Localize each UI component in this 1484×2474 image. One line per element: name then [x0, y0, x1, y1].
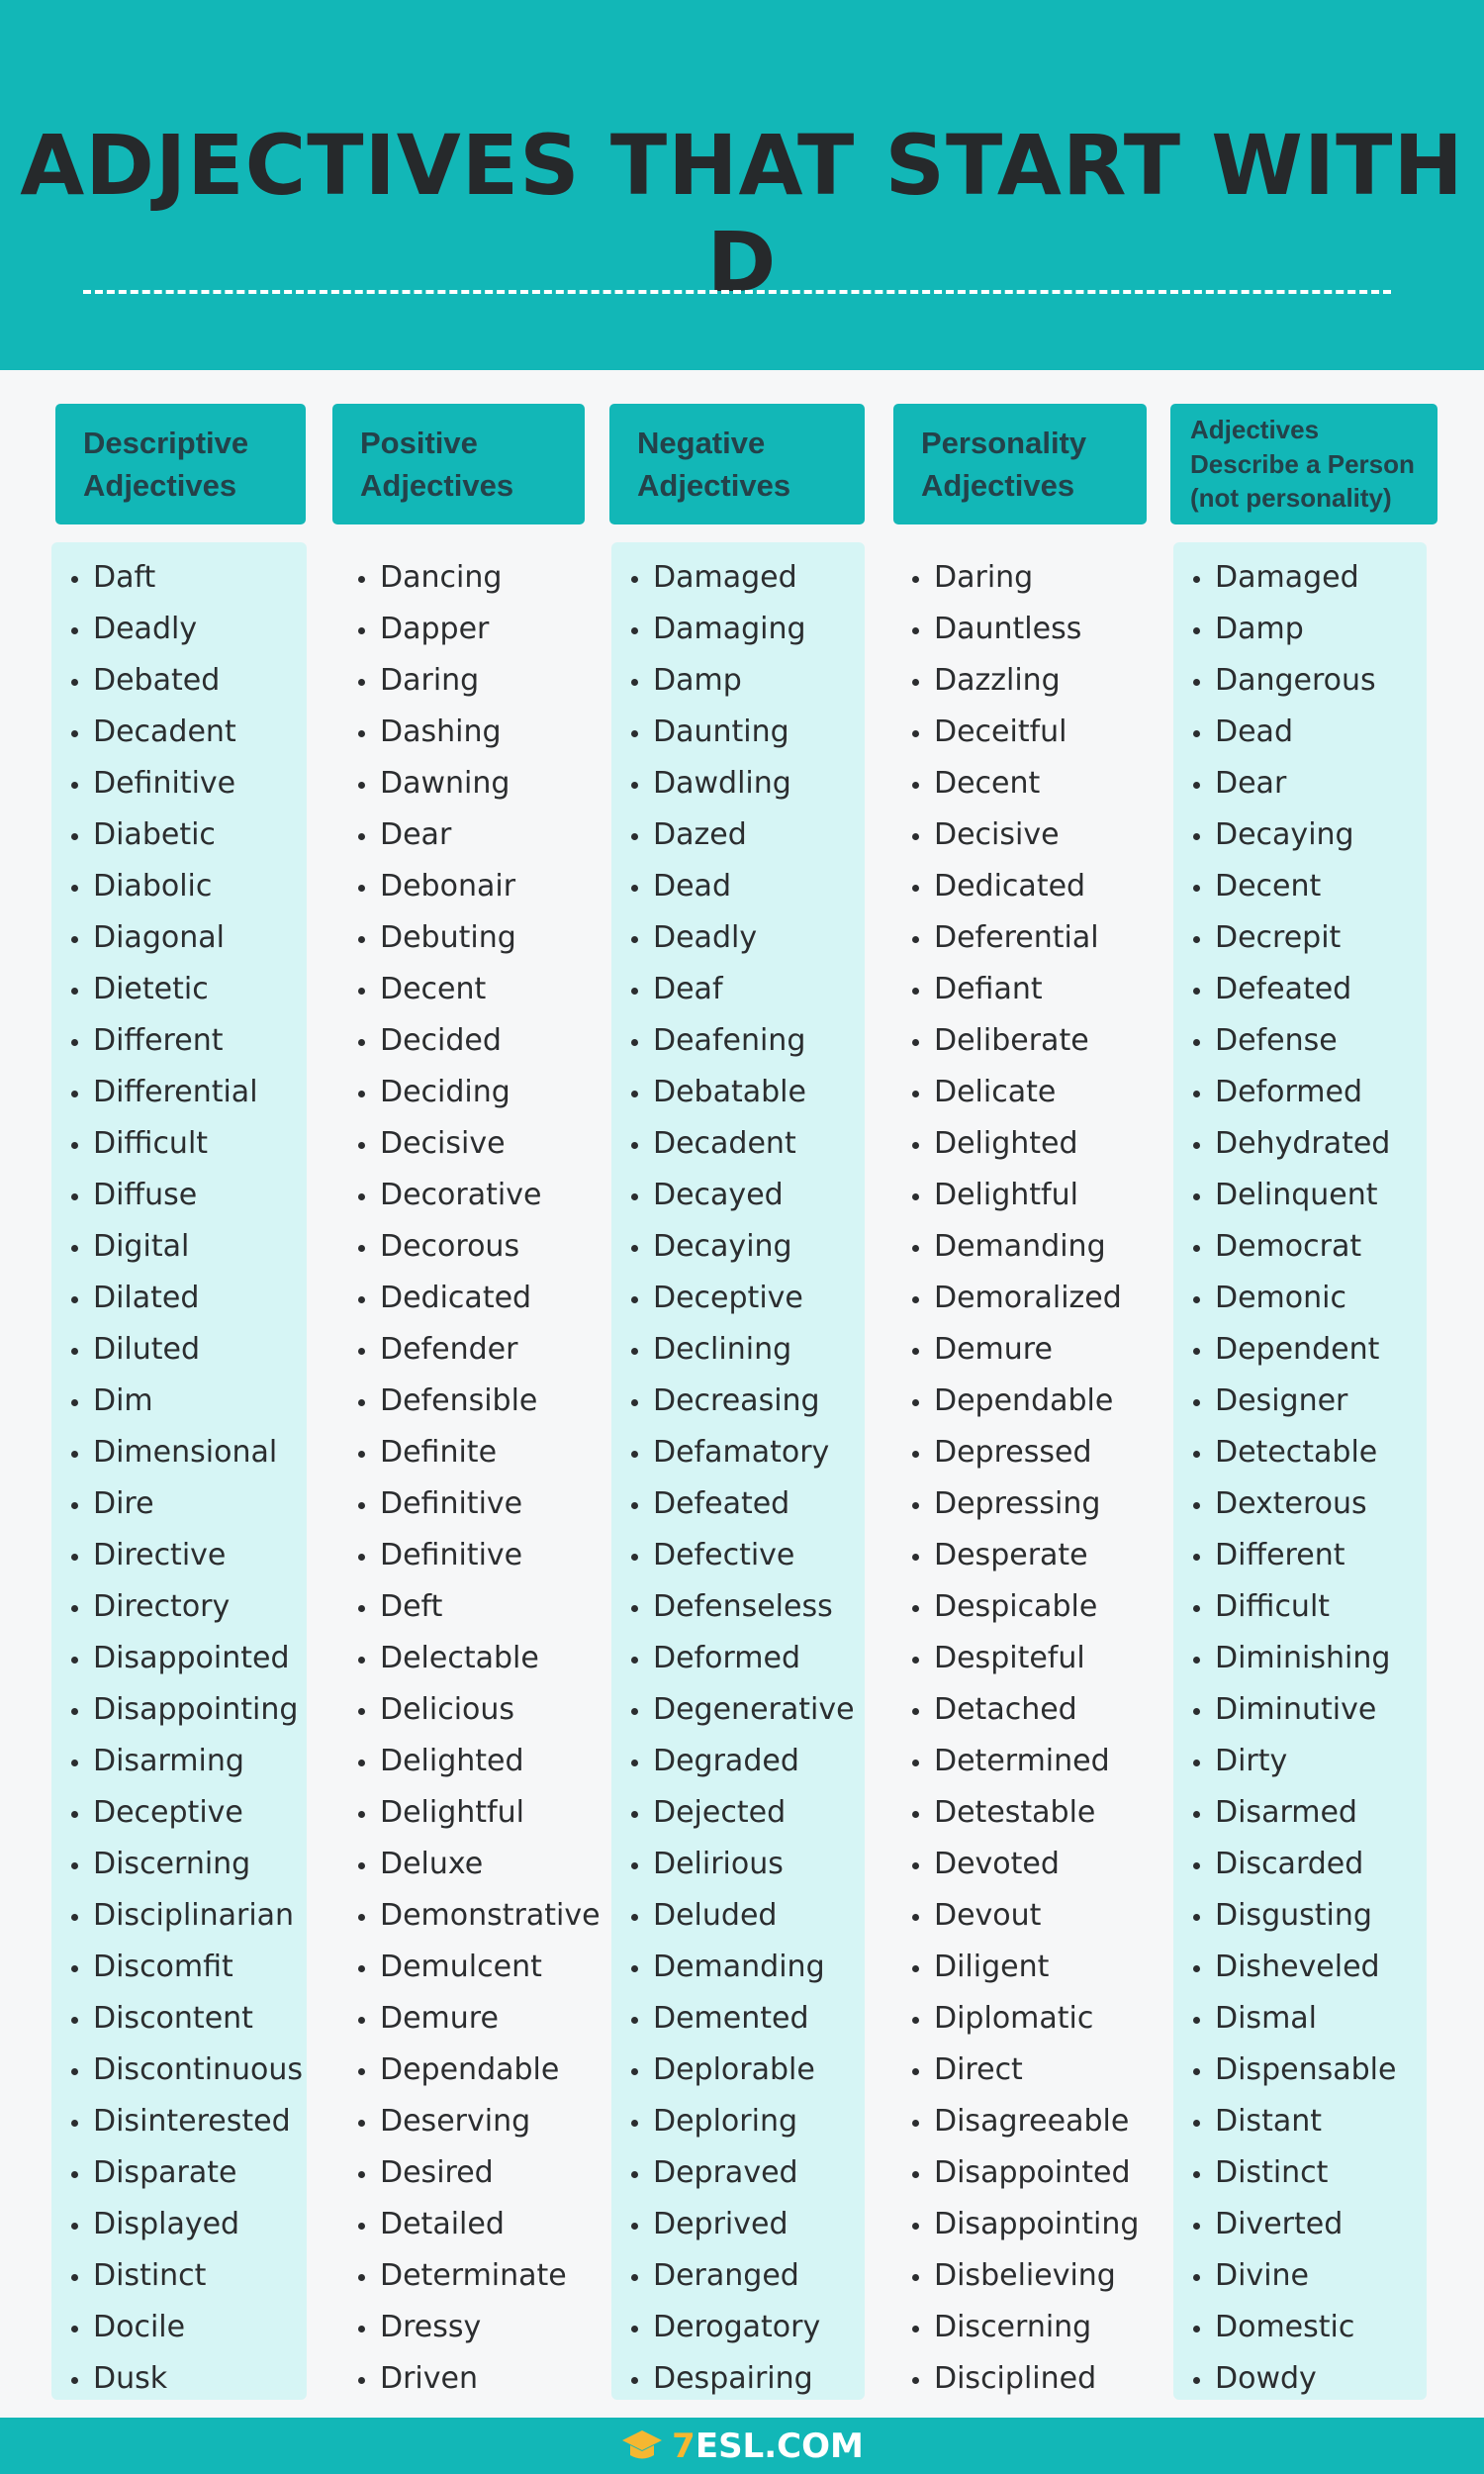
word-list-item: Defenseless	[611, 1581, 865, 1633]
word-list-item: Derogatory	[611, 2302, 865, 2353]
word-list-item: Divine	[1173, 2250, 1427, 2302]
word-list-person	[1173, 552, 1427, 2405]
word-list-item: Decrepit	[1173, 912, 1427, 964]
word-list-item: Deciding	[338, 1067, 594, 1118]
word-list-item: Deploring	[611, 2096, 865, 2147]
word-list-item: Dear	[1173, 758, 1427, 809]
word-list-item: Detestable	[892, 1787, 1148, 1839]
word-list-item: Distant	[1173, 2096, 1427, 2147]
word-list-item: Directive	[51, 1530, 307, 1581]
word-list-item: Distinct	[1173, 2147, 1427, 2199]
word-list-item: Designer	[1173, 1376, 1427, 1427]
word-list-item: Diluted	[51, 1324, 307, 1376]
word-list-item: Diabetic	[51, 809, 307, 861]
word-list-item: Discerning	[892, 2302, 1148, 2353]
word-list-item: Dapper	[338, 604, 594, 655]
word-list-item: Docile	[51, 2302, 307, 2353]
word-list-item: Damaged	[611, 552, 865, 604]
word-list-item: Deaf	[611, 964, 865, 1015]
word-list-item: Diagonal	[51, 912, 307, 964]
word-list-item: Debuting	[338, 912, 594, 964]
word-list-item: Defeated	[611, 1478, 865, 1530]
word-list-item: Diffuse	[51, 1170, 307, 1221]
word-list-item: Dazzling	[892, 655, 1148, 707]
column-heading-person	[1170, 404, 1438, 524]
column-heading-negative	[609, 404, 865, 524]
brand-logo[interactable]	[620, 2426, 864, 2466]
word-list-item: Dimensional	[51, 1427, 307, 1478]
word-list-positive	[338, 552, 601, 2405]
word-list-item: Damaging	[611, 604, 865, 655]
word-list-item: Dashing	[338, 707, 594, 758]
word-list-item: Demoralized	[892, 1273, 1148, 1324]
word-list-item: Driven	[338, 2353, 594, 2405]
word-list-item: Demonstrative	[338, 1890, 594, 1942]
word-list-item: Delicate	[892, 1067, 1148, 1118]
word-list-item: Delicious	[338, 1684, 594, 1736]
word-list-item: Disarmed	[1173, 1787, 1427, 1839]
word-list-item: Diverted	[1173, 2199, 1427, 2250]
word-list-item: Despicable	[892, 1581, 1148, 1633]
word-list-item: Domestic	[1173, 2302, 1427, 2353]
word-list-item: Definitive	[338, 1478, 594, 1530]
word-list-item: Demented	[611, 1993, 865, 2045]
word-list-item: Deadly	[611, 912, 865, 964]
word-list-item: Dear	[338, 809, 594, 861]
column-descriptive	[51, 542, 307, 2400]
word-list-item: Determined	[892, 1736, 1148, 1787]
word-list-item: Dispensable	[1173, 2045, 1427, 2096]
word-list-item: Decadent	[51, 707, 307, 758]
word-list-item: Demulcent	[338, 1942, 594, 1993]
word-list-item: Deluxe	[338, 1839, 594, 1890]
word-list-item: Decisive	[338, 1118, 594, 1170]
word-list-item: Defeated	[1173, 964, 1427, 1015]
column-heading-personality	[893, 404, 1147, 524]
word-list-item: Disagreeable	[892, 2096, 1148, 2147]
word-list-item: Deformed	[1173, 1067, 1427, 1118]
word-list-item: Dedicated	[892, 861, 1148, 912]
page-title: ADJECTIVES THAT START WITH D	[20, 117, 1464, 311]
word-list-item: Difficult	[1173, 1581, 1427, 1633]
word-list-item: Deceptive	[51, 1787, 307, 1839]
word-list-item: Directory	[51, 1581, 307, 1633]
word-list-item: Direct	[892, 2045, 1148, 2096]
word-list-item: Damaged	[1173, 552, 1427, 604]
word-list-item: Decent	[892, 758, 1148, 809]
word-list-item: Decent	[338, 964, 594, 1015]
word-list-item: Despairing	[611, 2353, 865, 2405]
word-list-item: Decisive	[892, 809, 1148, 861]
word-list-item: Dedicated	[338, 1273, 594, 1324]
word-list-item: Dressy	[338, 2302, 594, 2353]
word-list-item: Deserving	[338, 2096, 594, 2147]
word-list-item: Deluded	[611, 1890, 865, 1942]
word-list-item: Disappointed	[892, 2147, 1148, 2199]
word-list-item: Damp	[611, 655, 865, 707]
word-list-item: Digital	[51, 1221, 307, 1273]
word-list-item: Daring	[892, 552, 1148, 604]
word-list-item: Delirious	[611, 1839, 865, 1890]
word-list-item: Dazed	[611, 809, 865, 861]
word-list-item: Devout	[892, 1890, 1148, 1942]
word-list-item: Decent	[1173, 861, 1427, 912]
word-list-item: Decayed	[611, 1170, 865, 1221]
word-list-item: Dead	[1173, 707, 1427, 758]
word-list-item: Demanding	[892, 1221, 1148, 1273]
word-list-item: Delinquent	[1173, 1170, 1427, 1221]
word-list-item: Dehydrated	[1173, 1118, 1427, 1170]
word-list-item: Defensible	[338, 1376, 594, 1427]
word-list-item: Degenerative	[611, 1684, 865, 1736]
word-list-item: Deadly	[51, 604, 307, 655]
word-list-item: Defective	[611, 1530, 865, 1581]
word-list-item: Distinct	[51, 2250, 307, 2302]
word-list-item: Decreasing	[611, 1376, 865, 1427]
word-list-item: Dowdy	[1173, 2353, 1427, 2405]
word-list-item: Disarming	[51, 1736, 307, 1787]
word-list-item: Delighted	[338, 1736, 594, 1787]
word-list-item: Disbelieving	[892, 2250, 1148, 2302]
column-heading-text: Positive Adjectives	[360, 425, 514, 503]
word-list-item: Deformed	[611, 1633, 865, 1684]
word-list-item: Discontinuous	[51, 2045, 307, 2096]
word-list-item: Disparate	[51, 2147, 307, 2199]
word-list-item: Dejected	[611, 1787, 865, 1839]
word-list-item: Determinate	[338, 2250, 594, 2302]
word-list-item: Diligent	[892, 1942, 1148, 1993]
word-list-item: Disciplined	[892, 2353, 1148, 2405]
word-list-item: Desperate	[892, 1530, 1148, 1581]
word-list-item: Decaying	[1173, 809, 1427, 861]
word-list-item: Deranged	[611, 2250, 865, 2302]
word-list-item: Desired	[338, 2147, 594, 2199]
word-list-item: Disgusting	[1173, 1890, 1427, 1942]
word-list-item: Depraved	[611, 2147, 865, 2199]
column-heading-descriptive	[55, 404, 306, 524]
word-list-item: Damp	[1173, 604, 1427, 655]
word-list-item: Difficult	[51, 1118, 307, 1170]
word-list-negative	[611, 552, 865, 2405]
word-list-item: Democrat	[1173, 1221, 1427, 1273]
word-list-item: Differential	[51, 1067, 307, 1118]
word-list-item: Debonair	[338, 861, 594, 912]
word-list-item: Detached	[892, 1684, 1148, 1736]
word-list-item: Decorative	[338, 1170, 594, 1221]
word-list-item: Discontent	[51, 1993, 307, 2045]
word-list-item: Dietetic	[51, 964, 307, 1015]
word-list-descriptive	[51, 552, 307, 2405]
word-list-item: Dirty	[1173, 1736, 1427, 1787]
column-negative	[611, 542, 865, 2400]
word-list-item: Declining	[611, 1324, 865, 1376]
word-list-item: Dire	[51, 1478, 307, 1530]
word-list-item: Delightful	[338, 1787, 594, 1839]
word-list-item: Discarded	[1173, 1839, 1427, 1890]
word-list-item: Definitive	[338, 1530, 594, 1581]
word-list-item: Deplorable	[611, 2045, 865, 2096]
word-list-item: Defiant	[892, 964, 1148, 1015]
word-list-item: Displayed	[51, 2199, 307, 2250]
word-list-item: Diabolic	[51, 861, 307, 912]
logo-text: 7ESL.COM	[672, 2426, 864, 2466]
word-list-item: Dexterous	[1173, 1478, 1427, 1530]
word-list-item: Decorous	[338, 1221, 594, 1273]
column-heading-positive	[332, 404, 585, 524]
word-list-item: Disappointing	[892, 2199, 1148, 2250]
word-list-item: Defamatory	[611, 1427, 865, 1478]
word-list-item: Disappointing	[51, 1684, 307, 1736]
word-list-item: Daring	[338, 655, 594, 707]
word-list-item: Discomfit	[51, 1942, 307, 1993]
word-list-item: Daft	[51, 552, 307, 604]
word-list-item: Discerning	[51, 1839, 307, 1890]
word-list-item: Dauntless	[892, 604, 1148, 655]
word-list-item: Dependent	[1173, 1324, 1427, 1376]
word-list-item: Dim	[51, 1376, 307, 1427]
logo-accent-digit: 7	[672, 2426, 696, 2466]
column-heading-text: Descriptive Adjectives	[83, 425, 249, 503]
word-list-item: Debated	[51, 655, 307, 707]
word-list-personality	[892, 552, 1148, 2405]
column-positive	[338, 542, 601, 2400]
word-list-item: Deferential	[892, 912, 1148, 964]
word-list-item: Disheveled	[1173, 1942, 1427, 1993]
word-list-item: Debatable	[611, 1067, 865, 1118]
word-list-item: Defense	[1173, 1015, 1427, 1067]
column-heading-text: Personality Adjectives	[921, 425, 1087, 503]
word-list-item: Dangerous	[1173, 655, 1427, 707]
word-list-item: Disinterested	[51, 2096, 307, 2147]
word-list-item: Dismal	[1173, 1993, 1427, 2045]
word-list-item: Definite	[338, 1427, 594, 1478]
word-list-item: Dawning	[338, 758, 594, 809]
word-list-item: Decaying	[611, 1221, 865, 1273]
word-list-item: Deceptive	[611, 1273, 865, 1324]
header-banner	[0, 0, 1484, 370]
word-list-item: Depressing	[892, 1478, 1148, 1530]
word-list-item: Demure	[338, 1993, 594, 2045]
word-list-item: Dancing	[338, 552, 594, 604]
column-person	[1173, 542, 1427, 2400]
word-list-item: Dead	[611, 861, 865, 912]
word-list-item: Devoted	[892, 1839, 1148, 1890]
footer-bar	[0, 2418, 1484, 2474]
word-list-item: Dependable	[338, 2045, 594, 2096]
word-list-item: Delighted	[892, 1118, 1148, 1170]
word-list-item: Different	[51, 1015, 307, 1067]
word-list-item: Degraded	[611, 1736, 865, 1787]
word-list-item: Despiteful	[892, 1633, 1148, 1684]
word-list-item: Disappointed	[51, 1633, 307, 1684]
word-list-item: Demanding	[611, 1942, 865, 1993]
word-list-item: Decadent	[611, 1118, 865, 1170]
column-heading-text: Adjectives Describe a Person (not personality)	[1190, 415, 1415, 514]
word-list-item: Demure	[892, 1324, 1148, 1376]
word-list-item: Demonic	[1173, 1273, 1427, 1324]
word-list-item: Definitive	[51, 758, 307, 809]
word-list-item: Detectable	[1173, 1427, 1427, 1478]
graduation-cap-icon	[620, 2428, 664, 2464]
word-list-item: Deft	[338, 1581, 594, 1633]
word-list-item: Deliberate	[892, 1015, 1148, 1067]
word-list-item: Diminishing	[1173, 1633, 1427, 1684]
word-list-item: Dawdling	[611, 758, 865, 809]
dashed-divider	[83, 290, 1391, 294]
word-list-item: Dusk	[51, 2353, 307, 2405]
column-heading-text: Negative Adjectives	[637, 425, 791, 503]
word-list-item: Deprived	[611, 2199, 865, 2250]
word-list-item: Disciplinarian	[51, 1890, 307, 1942]
word-list-item: Different	[1173, 1530, 1427, 1581]
word-list-item: Deceitful	[892, 707, 1148, 758]
word-list-item: Daunting	[611, 707, 865, 758]
word-list-item: Depressed	[892, 1427, 1148, 1478]
column-personality	[892, 542, 1148, 2400]
word-list-item: Dilated	[51, 1273, 307, 1324]
word-list-item: Diplomatic	[892, 1993, 1148, 2045]
word-list-item: Dependable	[892, 1376, 1148, 1427]
word-list-item: Decided	[338, 1015, 594, 1067]
word-list-item: Delectable	[338, 1633, 594, 1684]
word-list-item: Detailed	[338, 2199, 594, 2250]
word-list-item: Deafening	[611, 1015, 865, 1067]
word-list-item: Diminutive	[1173, 1684, 1427, 1736]
word-list-item: Defender	[338, 1324, 594, 1376]
word-list-item: Delightful	[892, 1170, 1148, 1221]
